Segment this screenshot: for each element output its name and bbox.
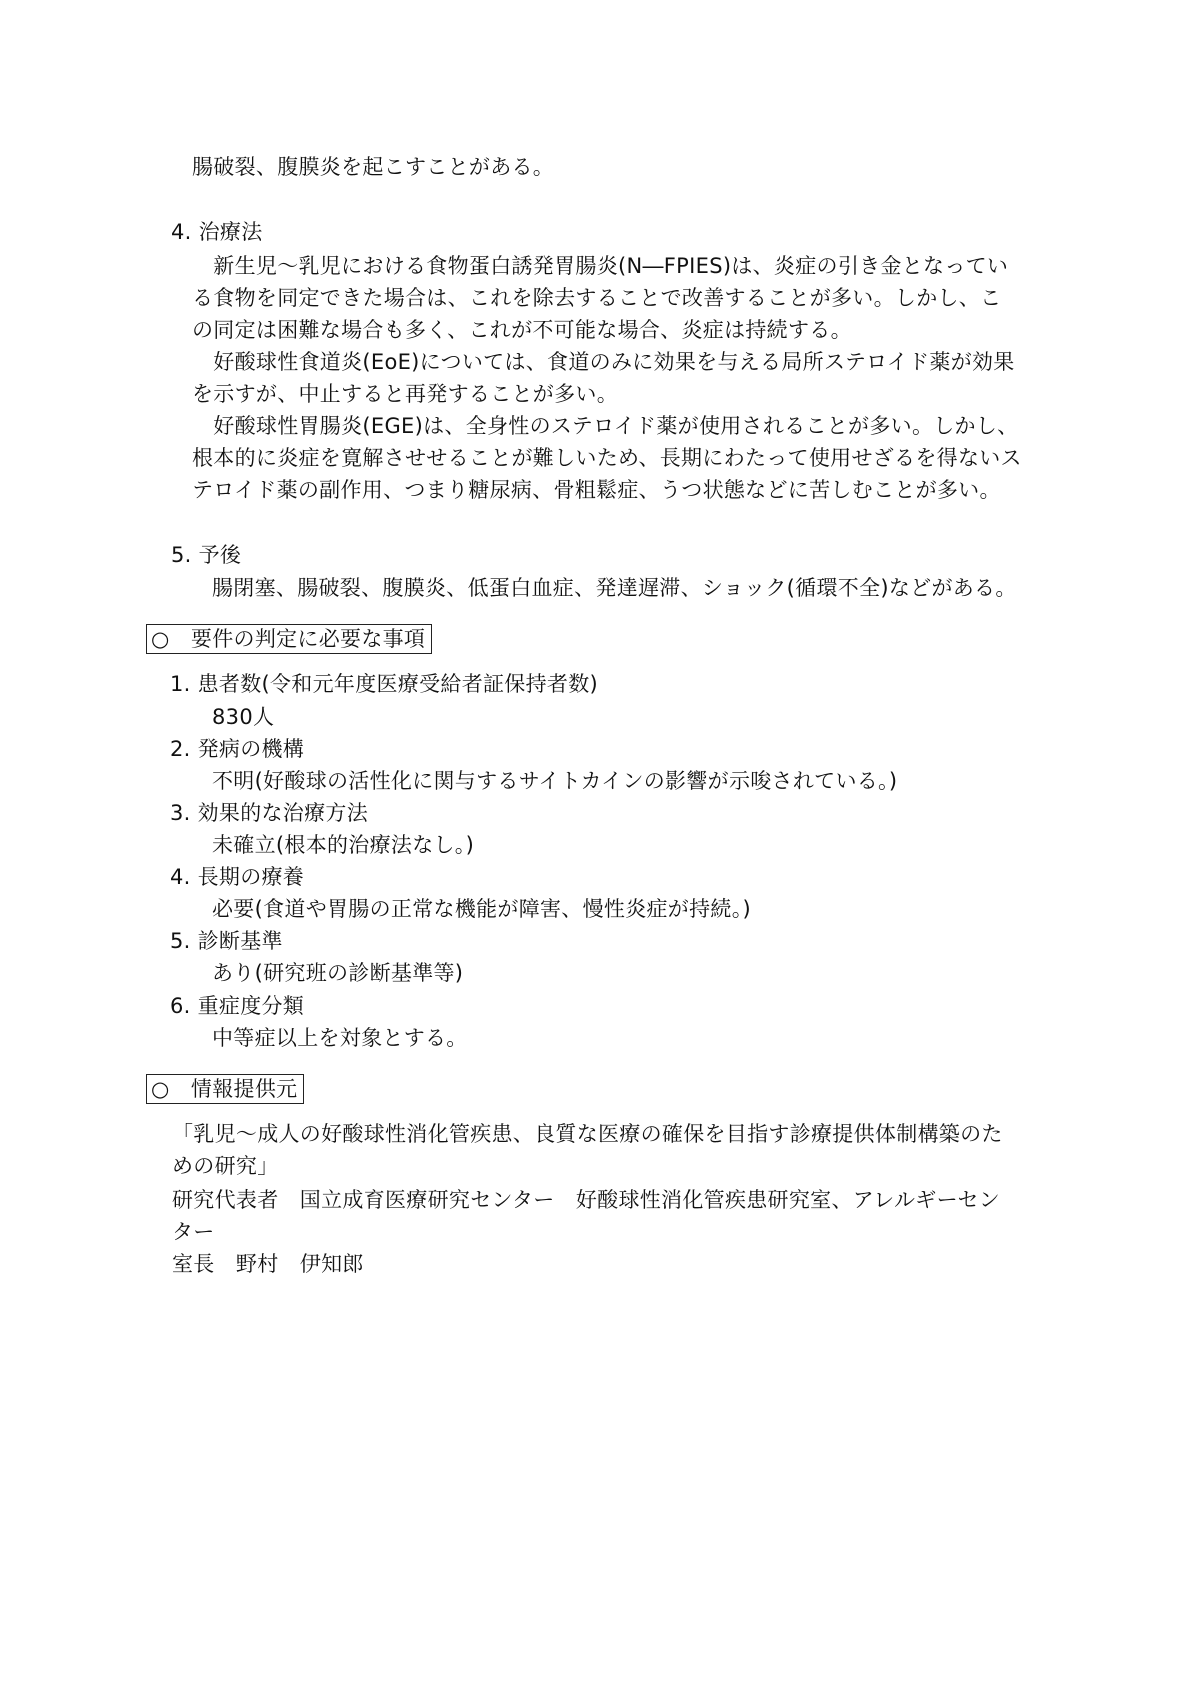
info-line: 研究代表者 国立成育医療研究センター 好酸球性消化管疾患研究室、アレルギーセン bbox=[172, 1188, 1001, 1212]
treatment-line: を示すが、中止すると再発することが多い。 bbox=[192, 382, 618, 406]
requirement-label: 2. 発病の機構 bbox=[170, 737, 305, 761]
info-line: ター bbox=[172, 1220, 215, 1244]
info-line: 「乳児～成人の好酸球性消化管疾患、良質な医療の確保を目指す診療提供体制構築のた bbox=[172, 1122, 1003, 1146]
treatment-line: る食物を同定できた場合は、これを除去することで改善することが多い。しかし、こ bbox=[192, 286, 1002, 310]
intro-line: 腸破裂、腹膜炎を起こすことがある。 bbox=[192, 155, 555, 179]
prognosis-heading: 5. 予後 bbox=[171, 543, 242, 567]
treatment-line: 好酸球性食道炎(EoE)については、食道のみに効果を与える局所ステロイド薬が効果 bbox=[192, 350, 1015, 374]
requirement-value: 830人 bbox=[212, 705, 275, 729]
treatment-line: テロイド薬の副作用、つまり糖尿病、骨粗鬆症、うつ状態などに苦しむことが多い。 bbox=[192, 478, 1001, 502]
requirement-label: 3. 効果的な治療方法 bbox=[170, 801, 369, 825]
treatment-line: 根本的に炎症を寛解させせることが難しいため、長期にわたって使用せざるを得ないス bbox=[192, 446, 1022, 470]
requirement-value: 不明(好酸球の活性化に関与するサイトカインの影響が示唆されている。) bbox=[212, 769, 898, 793]
treatment-heading: 4. 治療法 bbox=[171, 220, 263, 244]
requirement-value: あり(研究班の診断基準等) bbox=[212, 961, 464, 985]
requirement-label: 5. 診断基準 bbox=[170, 929, 283, 953]
requirement-label: 4. 長期の療養 bbox=[170, 865, 305, 889]
requirement-value: 未確立(根本的治療法なし。) bbox=[212, 833, 475, 857]
requirement-value: 必要(食道や胃腸の正常な機能が障害、慢性炎症が持続。) bbox=[212, 897, 751, 921]
prognosis-text: 腸閉塞、腸破裂、腹膜炎、低蛋白血症、発達遅滞、ショック(循環不全)などがある。 bbox=[212, 576, 1017, 600]
info-line: 室長 野村 伊知郎 bbox=[172, 1252, 364, 1276]
treatment-line: 新生児～乳児における食物蛋白誘発胃腸炎(N―FPIES)は、炎症の引き金となってい bbox=[192, 254, 1009, 278]
info-line: めの研究」 bbox=[172, 1154, 279, 1178]
requirements-heading: ○ 要件の判定に必要な事項 bbox=[146, 624, 432, 654]
treatment-line: の同定は困難な場合も多く、これが不可能な場合、炎症は持続する。 bbox=[192, 318, 852, 342]
requirement-value: 中等症以上を対象とする。 bbox=[212, 1026, 468, 1050]
requirement-label: 6. 重症度分類 bbox=[170, 994, 305, 1018]
treatment-line: 好酸球性胃腸炎(EGE)は、全身性のステロイド薬が使用されることが多い。しかし、 bbox=[192, 414, 1019, 438]
info-heading: ○ 情報提供元 bbox=[146, 1074, 304, 1104]
requirement-label: 1. 患者数(令和元年度医療受給者証保持者数) bbox=[170, 672, 598, 696]
